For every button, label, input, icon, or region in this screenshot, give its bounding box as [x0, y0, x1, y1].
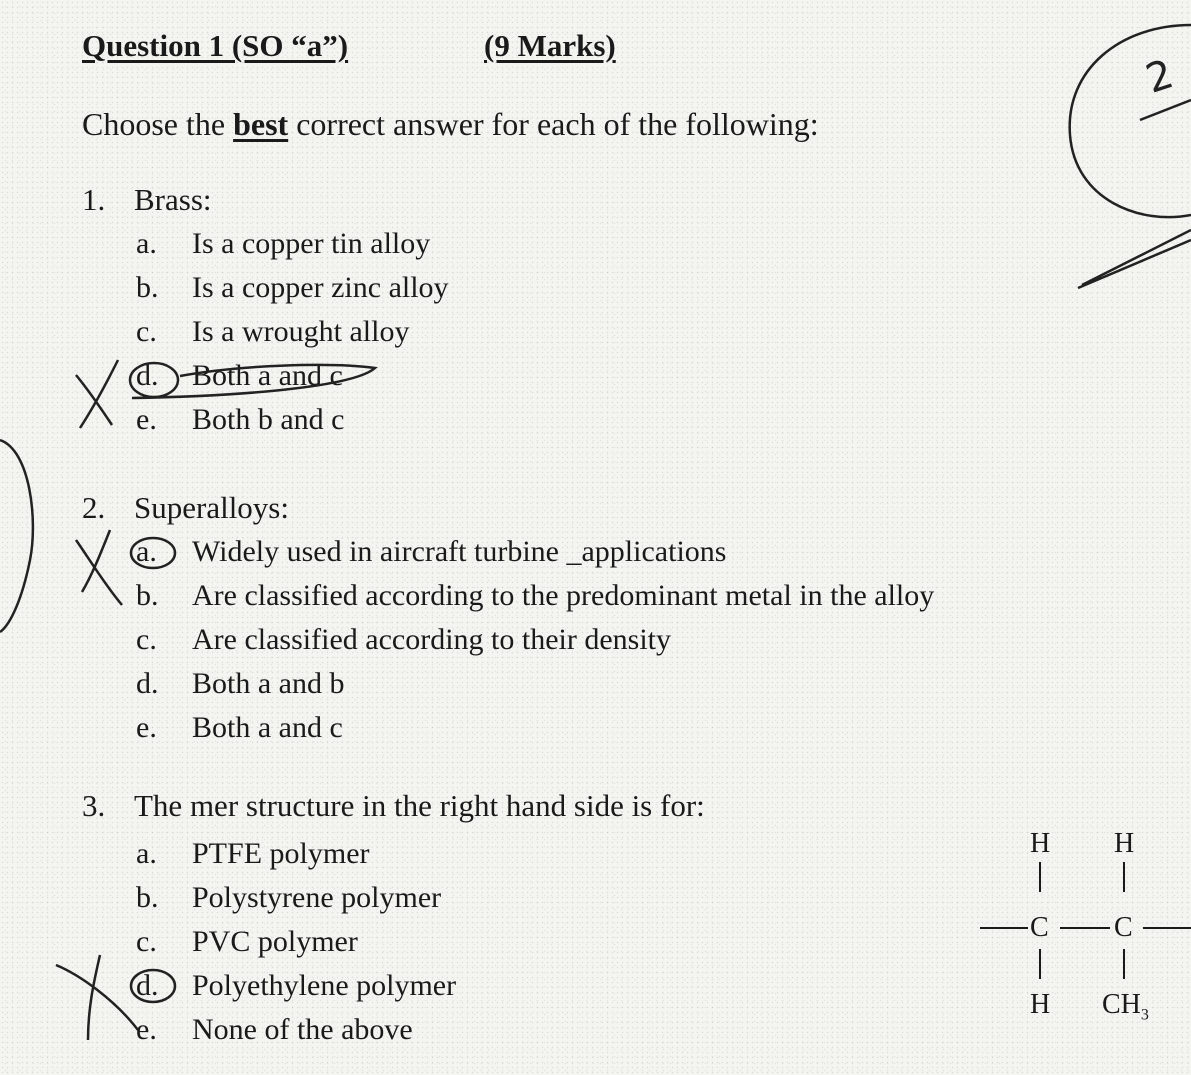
cross-mark-q2	[76, 530, 122, 605]
question-2-options	[136, 530, 934, 750]
option-text: PTFE polymer	[192, 837, 370, 870]
option-text: PVC polymer	[192, 925, 358, 958]
atom-h-bottom-left: H	[1030, 989, 1051, 1020]
cross-mark-q3	[56, 955, 138, 1040]
option-letter: d.	[136, 969, 159, 1002]
option-text: Both a and c	[192, 711, 343, 744]
option-text: Are classified according to their density	[192, 623, 672, 656]
atom-ch3-bottom-right	[1102, 991, 1149, 1030]
option-3b[interactable]	[136, 876, 456, 920]
instruction-emphasis: best	[233, 106, 289, 142]
atom-c-left: C	[1030, 912, 1049, 943]
option-text: Are classified according to the predominant metal in the alloy	[192, 579, 935, 612]
option-letter: c.	[136, 315, 157, 348]
bond-vertical	[1039, 949, 1041, 979]
question-number: 3.	[82, 788, 106, 823]
option-text: Polyethylene polymer	[192, 969, 457, 1002]
option-letter: a.	[136, 837, 157, 870]
score-digit: 2	[1140, 51, 1179, 103]
option-letter: c.	[136, 925, 157, 958]
option-letter: d.	[136, 359, 159, 392]
option-text: Widely used in aircraft turbine _applications	[192, 535, 727, 568]
option-2c[interactable]	[136, 618, 934, 662]
option-text: Both a and b	[192, 667, 345, 700]
option-1d[interactable]	[136, 354, 449, 398]
score-circle-mark	[1070, 25, 1191, 217]
question-number: 1.	[82, 182, 106, 217]
bond-horizontal	[1143, 927, 1191, 929]
atom-c-right: C	[1114, 912, 1133, 943]
option-letter: d.	[136, 667, 159, 700]
question-title: Question 1 (SO “a”)	[82, 28, 349, 63]
question-stem: Superalloys:	[134, 490, 289, 525]
bond-vertical	[1039, 862, 1041, 892]
option-letter: a.	[136, 535, 157, 568]
cross-mark-q1	[76, 360, 118, 428]
marks-label: (9 Marks)	[484, 28, 616, 63]
option-letter: b.	[136, 579, 159, 612]
atom-h-top-right: H	[1114, 828, 1135, 859]
bond-horizontal	[980, 927, 1028, 929]
score-stroke	[1140, 100, 1191, 120]
option-2b[interactable]	[136, 574, 934, 618]
option-letter: a.	[136, 227, 157, 260]
option-letter: e.	[136, 1013, 157, 1046]
mer-structure-diagram	[980, 825, 1191, 1055]
option-3c[interactable]	[136, 920, 456, 964]
ch3-subscript: 3	[1140, 1006, 1149, 1024]
option-text: Is a copper tin alloy	[192, 227, 431, 260]
option-letter: c.	[136, 623, 157, 656]
option-text: Both b and c	[192, 403, 345, 436]
option-letter: e.	[136, 711, 157, 744]
option-1c[interactable]	[136, 310, 449, 354]
option-2a[interactable]	[136, 530, 934, 574]
question-1-options	[136, 222, 449, 442]
question-stem: Brass:	[134, 182, 212, 217]
margin-bracket-mark	[0, 440, 33, 632]
option-1a[interactable]	[136, 222, 449, 266]
option-1e[interactable]	[136, 398, 449, 442]
score-underline-stroke	[1078, 230, 1191, 288]
option-2e[interactable]	[136, 706, 934, 750]
question-3-stem	[82, 788, 705, 824]
option-letter: b.	[136, 881, 159, 914]
instruction-suffix: correct answer for each of the following:	[288, 106, 819, 142]
question-number: 2.	[82, 490, 106, 525]
option-text: Both a and c	[192, 359, 343, 392]
option-letter: b.	[136, 271, 159, 304]
option-1b[interactable]	[136, 266, 449, 310]
instruction-text	[82, 106, 819, 143]
instruction-prefix: Choose the	[82, 106, 234, 142]
option-3d[interactable]	[136, 964, 456, 1008]
option-letter: e.	[136, 403, 157, 436]
ch-text: CH	[1102, 989, 1141, 1020]
option-text: Is a wrought alloy	[192, 315, 410, 348]
question-3-options	[136, 832, 456, 1052]
question-2-stem	[82, 490, 289, 526]
question-stem: The mer structure in the right hand side is for:	[134, 788, 705, 823]
atom-h-top-left: H	[1030, 828, 1051, 859]
option-2d[interactable]	[136, 662, 934, 706]
question-header	[82, 28, 616, 64]
bond-horizontal	[1060, 927, 1110, 929]
option-3a[interactable]	[136, 832, 456, 876]
option-text: None of the above	[192, 1013, 413, 1046]
question-1-stem	[82, 182, 212, 218]
bond-vertical	[1123, 862, 1125, 892]
option-3e[interactable]	[136, 1008, 456, 1052]
option-text: Polystyrene polymer	[192, 881, 442, 914]
option-text: Is a copper zinc alloy	[192, 271, 449, 304]
bond-vertical	[1123, 949, 1125, 979]
